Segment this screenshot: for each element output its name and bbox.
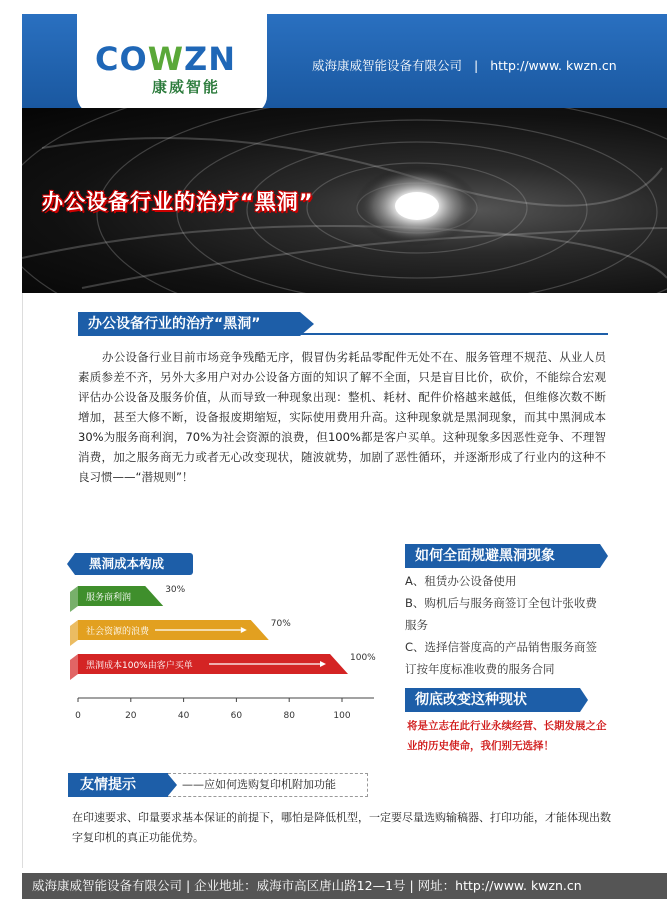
bar-1 — [70, 585, 186, 612]
bar-end-cap — [70, 620, 78, 646]
bar-value-label: 100% — [350, 653, 376, 663]
logo-wordmark — [95, 40, 236, 78]
intro-paragraph: 办公设备行业目前市场竞争残酷无序，假冒伪劣耗品零配件无处不在、服务管理不规范、从业人员素质参差不齐，另外大多用户对办公设备方面的知识了解不全面，只是盲目比价，砍价，不能综合宏观评估办公设备及服务价值，从而导致一种现象出现：整机、耗材、配件价格越来越低，但维修次数不断增加，甚至大修不断，设备报废期缩短，实际使用费用升高。这种现象就是黑洞现象，而其中黑洞成本30%为服务商利润，70%为社会资源的浪费，但100%都是客户买单。这种现象多因恶性竞争、不理智消费，加之服务商无力或者无心改变现状，随波就势，加剧了恶性循环，并逐渐形成了行业内的这种不良习惯——“潜规则”！ — [78, 350, 606, 484]
logo-text-zn: ZN — [183, 40, 236, 78]
cost-chart — [62, 578, 392, 728]
avoid-list — [405, 570, 605, 680]
x-tick-label: 80 — [283, 711, 295, 721]
bar-end-cap — [70, 586, 78, 612]
bar-category-label: 服务商利润 — [86, 593, 132, 603]
chart-title: 黑洞成本构成 — [75, 553, 193, 575]
x-tick-label: 0 — [75, 711, 81, 721]
header-separator: | — [474, 58, 479, 73]
avoid-heading: 如何全面规避黑洞现象 — [405, 544, 600, 568]
avoid-item-c: C、选择信誉度高的产品销售服务商签订按年度标准收费的服务合同 — [405, 640, 598, 676]
header-company: 威海康威智能设备有限公司 — [312, 58, 463, 73]
avoid-item-b: B、购机后与服务商签订全包计张收费服务 — [405, 596, 597, 632]
logo-text-co: CO — [95, 40, 148, 78]
bar-value-label: 30% — [165, 585, 186, 595]
change-heading: 彻底改变这种现状 — [405, 688, 580, 712]
x-tick-label: 100 — [333, 711, 351, 721]
change-slogan: 将是立志在此行业永续经营、长期发展之企业的历史使命，我们别无选择！ — [407, 720, 607, 752]
header-url: http://www. kwzn.cn — [490, 58, 617, 73]
section-banner: 办公设备行业的治疗“黑洞” — [78, 312, 300, 336]
tip-heading: 友情提示 — [68, 773, 168, 797]
header-info — [312, 56, 617, 74]
hero-image — [22, 108, 667, 293]
header-bar — [22, 14, 667, 108]
bar-category-label: 社会资源的浪费 — [86, 627, 150, 637]
x-tick-label: 60 — [230, 711, 243, 721]
tip-body: 在印速要求、印量要求基本保证的前提下，哪怕是降低机型，一定要尽量选购输稿器、打印功能，才能体现出数字复印机的真正功能优势。 — [72, 811, 611, 844]
tip-subtitle: ——应如何选购复印机附加功能 — [168, 773, 368, 797]
bar-category-label: 黑洞成本100%由客户买单 — [86, 661, 193, 671]
logo-text-w: W — [147, 40, 184, 78]
x-tick-label: 20 — [125, 711, 137, 721]
hero-title: 办公设备行业的治疗“黑洞” — [42, 190, 314, 214]
bar-2 — [70, 619, 291, 646]
footer-bar: 威海康威智能设备有限公司 | 企业地址：威海市高区唐山路12—1号 | 网址：http://www. kwzn.cn — [22, 873, 667, 899]
logo — [77, 14, 267, 114]
logo-chinese-name: 康威智能 — [152, 78, 221, 96]
bar-3 — [70, 653, 376, 680]
bar-value-label: 70% — [270, 619, 291, 629]
x-tick-label: 40 — [177, 711, 190, 721]
bar-end-cap — [70, 654, 78, 680]
avoid-item-a: A、租赁办公设备使用 — [405, 574, 517, 588]
